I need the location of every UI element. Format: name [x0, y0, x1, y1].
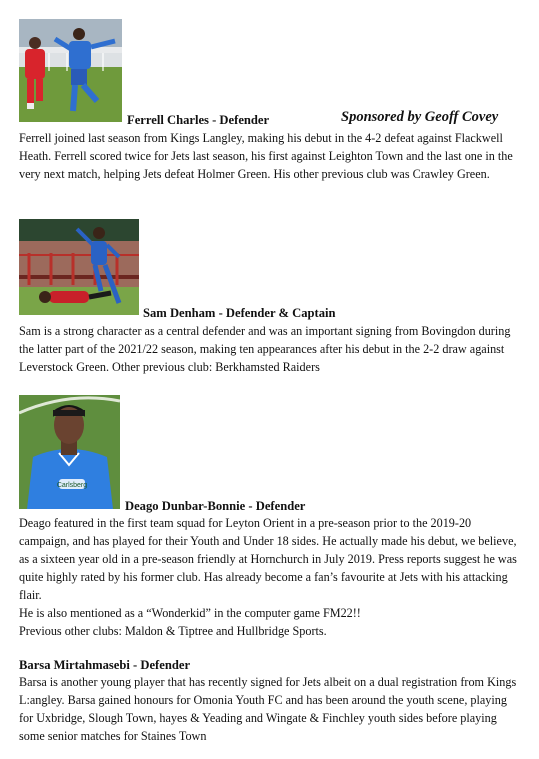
player-bio	[19, 322, 524, 376]
sponsor-text: Sponsored by Geoff Covey	[341, 109, 499, 125]
player-name: Deago Dunbar-Bonnie - Defender	[125, 499, 306, 513]
bio-paragraph: He is also mentioned as a “Wonderkid” in the computer game FM22!!	[19, 606, 361, 620]
player-bio	[19, 673, 524, 745]
player-name: Barsa Mirtahmasebi - Defender	[19, 658, 191, 672]
shirt-sponsor-text: Carlsberg	[56, 482, 88, 489]
player-bio	[19, 514, 524, 640]
sam-denham-photo	[19, 219, 139, 315]
ferrell-charles-photo	[19, 19, 122, 122]
player-name: Ferrell Charles - Defender	[127, 113, 270, 127]
bio-paragraph: Ferrell joined last season from Kings Langley, making his debut in the 4-2 defeat against Flackwell Heath. Ferrell scored twice for Jets last season, his first against Leighton Town and the last one in the very next match, helping Jets defeat Holmer Green. His other previous club was Crawley Green.	[19, 131, 513, 181]
player-bio	[19, 129, 524, 183]
bio-paragraph: Previous other clubs: Maldon & Tiptree and Hullbridge Sports.	[19, 624, 327, 638]
player-name: Sam Denham - Defender & Captain	[143, 306, 336, 320]
deago-dunbar-bonnie-photo	[19, 395, 120, 509]
bio-paragraph: Barsa is another young player that has recently signed for Jets albeit on a dual registration from Kings L:angley. Barsa gained honours for Omonia Youth FC and has been around the youth scene, playing for Uxbridge, Slough Town, hayes & Yeading and Wingate & Finchley youth sides before playing some senior matches for Staines Town	[19, 675, 517, 743]
bio-paragraph: Deago featured in the first team squad for Leyton Orient in a pre-season prior to the 2019-20 campaign, and has played for their Youth and Under 18 sides. He actually made his debut, we believe, as a sixteen year old in a pre-season friendly at Hornchurch in July 2019. Press reports suggest he was quite highly rated by his former club. Has already become a fan’s favourite at Jets with his attacking flair.	[19, 516, 517, 602]
bio-paragraph: Sam is a strong character as a central defender and was an important signing from Bovingdon during the latter part of the 2021/22 season, making ten appearances after his debut in the 2-2 draw against Leverstock Green. Other previous club: Berkhamsted Raiders	[19, 324, 511, 374]
